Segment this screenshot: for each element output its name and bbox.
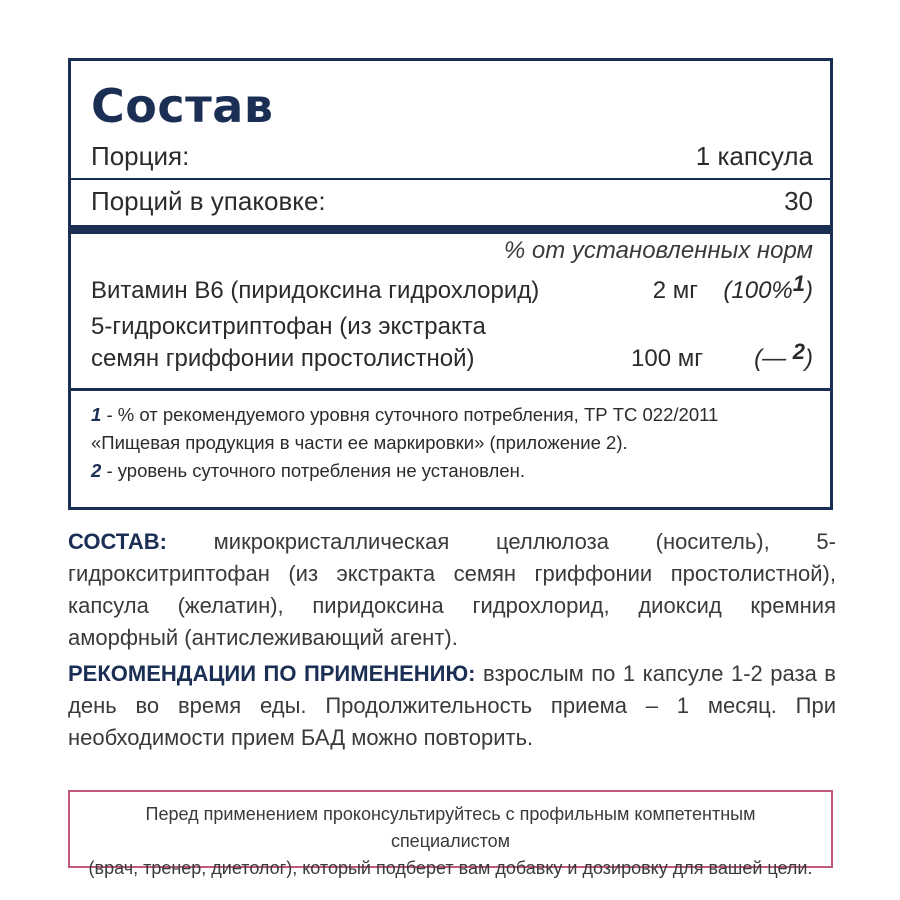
servings-per-container-value: 30	[784, 186, 813, 216]
ingredient-amount: 2 мг	[652, 277, 698, 304]
serving-size-label: Порция:	[91, 141, 190, 171]
divider-mid	[71, 388, 830, 391]
recommendations-label: РЕКОМЕНДАЦИИ ПО ПРИМЕНЕНИЮ:	[68, 661, 476, 686]
footnotes	[91, 401, 718, 485]
footnote	[91, 457, 718, 485]
ingredient-percent	[723, 271, 813, 307]
facts-title: Состав	[91, 79, 274, 133]
footnote-ref: 1	[792, 271, 805, 296]
percent-close: )	[805, 345, 813, 372]
footnote-ref: 2	[792, 339, 805, 364]
footnote-continued: «Пищевая продукция в части ее маркировки» (приложение 2).	[91, 432, 628, 453]
ingredient-percent	[754, 339, 813, 375]
servings-per-container-row	[91, 186, 813, 217]
warning-line: Перед применением проконсультируйтесь с профильным компетентным специалистом	[145, 804, 756, 851]
consultation-warning-box	[68, 790, 833, 878]
footnote-text: - % от рекомендуемого уровня суточного потребления, ТР ТС 022/2011	[106, 404, 719, 425]
supplement-facts-panel	[68, 58, 833, 510]
recommendations-paragraph	[68, 658, 836, 754]
composition-text: микрокристаллическая целлюлоза (носитель), 5-гидрокситриптофан (из экстракта семян гриффонии простолистной), капсула (желатин), пиридоксина гидрохлорид, диоксид кремния аморфный (антислеживающий агент).	[68, 529, 836, 650]
percent-close: )	[805, 277, 813, 304]
footnote	[91, 401, 718, 429]
ingredient-percent-value: (—	[754, 345, 787, 372]
ingredient-percent-value: (100%	[723, 277, 793, 304]
ingredient-name	[91, 311, 486, 375]
servings-per-container-label: Порций в упаковке:	[91, 186, 326, 216]
recommendations-text: взрослым по 1 капсуле 1-2 раза в день во время еды. Продолжительность приема – 1 месяц. При необходимости прием БАД можно повторить.	[68, 661, 836, 750]
ingredient-amount: 100 мг	[631, 345, 703, 372]
composition-paragraph	[68, 526, 836, 654]
ingredient-name-line: семян гриффонии простолистной)	[91, 345, 475, 372]
ingredient-name-line: 5-гидрокситриптофан (из экстракта	[91, 313, 486, 340]
footnote-number: 2	[91, 460, 102, 481]
footnote-number: 1	[91, 404, 102, 425]
serving-size-value: 1 капсула	[695, 141, 813, 171]
composition-label: СОСТАВ:	[68, 529, 167, 554]
footnote-text: - уровень суточного потребления не установлен.	[106, 460, 525, 481]
ingredient-name: Витамин B6 (пиридоксина гидрохлорид)	[91, 277, 540, 304]
divider-thick	[71, 225, 830, 234]
percent-norms-header: % от установленных норм	[503, 237, 813, 264]
serving-size-row	[91, 141, 813, 172]
divider-thin	[71, 178, 830, 180]
warning-line: (врач, тренер, диетолог), который подберет вам добавку и дозировку для вашей цели.	[88, 858, 813, 878]
